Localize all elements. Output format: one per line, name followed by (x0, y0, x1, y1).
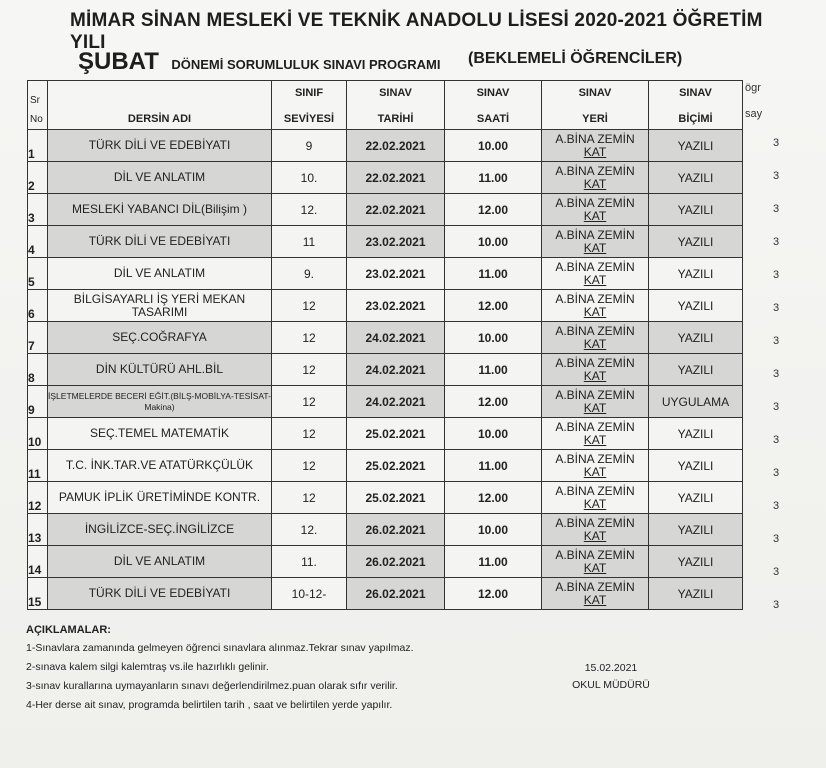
exam-type: YAZILI (649, 258, 743, 290)
exam-type: YAZILI (649, 450, 743, 482)
course-name: TÜRK DİLİ VE EDEBİYATI (48, 130, 272, 162)
exam-time: 12.00 (445, 578, 542, 610)
student-count: 3 (772, 467, 780, 479)
table-row (28, 162, 743, 194)
class-level: 12 (272, 418, 347, 450)
note-item: 3-sınav kurallarına uymayanların sınavı değerlendirilmez.puan olarak sıfır verilir. (26, 680, 398, 692)
exam-place-floor: KAT (583, 560, 607, 575)
exam-time: 10.00 (445, 130, 542, 162)
exam-place-floor: KAT (583, 176, 607, 191)
exam-date: 23.02.2021 (347, 290, 445, 322)
exam-date: 22.02.2021 (347, 130, 445, 162)
table-row (28, 290, 743, 322)
exam-place-floor: KAT (583, 304, 607, 319)
exam-time: 11.00 (445, 354, 542, 386)
exam-place-line: A.BİNA ZEMİN (555, 131, 635, 146)
row-number: 13 (28, 514, 48, 546)
row-number: 11 (28, 450, 48, 482)
exam-place (542, 578, 649, 610)
exam-place-floor: KAT (583, 336, 607, 351)
exam-type: YAZILI (649, 194, 743, 226)
exam-place (542, 482, 649, 514)
exam-place (542, 418, 649, 450)
class-level: 9. (272, 258, 347, 290)
exam-time: 12.00 (445, 482, 542, 514)
row-number: 12 (28, 482, 48, 514)
course-name: BİLGİSAYARLI İŞ YERİ MEKAN TASARIMI (48, 290, 272, 322)
exam-type: YAZILI (649, 546, 743, 578)
exam-place-line: A.BİNA ZEMİN (555, 227, 635, 242)
signature-block (556, 660, 666, 694)
table-row (28, 130, 743, 162)
row-number: 15 (28, 578, 48, 610)
signature-role: OKUL MÜDÜRÜ (572, 679, 650, 691)
exam-place-line: A.BİNA ZEMİN (555, 259, 635, 274)
exam-place-line: A.BİNA ZEMİN (555, 387, 635, 402)
exam-time: 12.00 (445, 194, 542, 226)
exam-date: 26.02.2021 (347, 546, 445, 578)
exam-time: 10.00 (445, 418, 542, 450)
row-number: 10 (28, 418, 48, 450)
exam-place-floor: KAT (583, 208, 607, 223)
exam-place (542, 162, 649, 194)
student-count: 3 (772, 500, 780, 512)
class-level: 10-12- (272, 578, 347, 610)
course-name: PAMUK İPLİK ÜRETİMİNDE KONTR. (48, 482, 272, 514)
exam-place (542, 226, 649, 258)
exam-date: 24.02.2021 (347, 322, 445, 354)
course-name: DİL VE ANLATIM (48, 162, 272, 194)
row-number: 2 (28, 162, 48, 194)
class-level: 9 (272, 130, 347, 162)
exam-place-floor: KAT (583, 592, 607, 607)
exam-type: YAZILI (649, 322, 743, 354)
table-row (28, 354, 743, 386)
header-sinif: SINIF SEVİYESİ (272, 81, 347, 130)
exam-type: YAZILI (649, 354, 743, 386)
course-name: TÜRK DİLİ VE EDEBİYATI (48, 578, 272, 610)
class-level: 12 (272, 482, 347, 514)
header-saat: SINAV SAATİ (445, 81, 542, 130)
student-count: 3 (772, 599, 780, 611)
exam-place (542, 546, 649, 578)
header-ogr: ögr (745, 82, 761, 94)
group-label: (BEKLEMELİ ÖĞRENCİLER) (468, 50, 683, 67)
table-row (28, 514, 743, 546)
exam-time: 10.00 (445, 226, 542, 258)
notes-section (26, 624, 546, 718)
exam-place-floor: KAT (583, 272, 607, 287)
signature-date: 15.02.2021 (584, 662, 638, 674)
exam-place-line: A.BİNA ZEMİN (555, 195, 635, 210)
exam-date: 26.02.2021 (347, 514, 445, 546)
student-count: 3 (772, 566, 780, 578)
class-level: 12 (272, 450, 347, 482)
student-count: 3 (772, 434, 780, 446)
student-count: 3 (772, 368, 780, 380)
course-name: DİN KÜLTÜRÜ AHL.BİL (48, 354, 272, 386)
exam-place-floor: KAT (583, 144, 607, 159)
exam-type: YAZILI (649, 418, 743, 450)
table-row (28, 418, 743, 450)
exam-place-line: A.BİNA ZEMİN (555, 323, 635, 338)
class-level: 12 (272, 322, 347, 354)
exam-place-line: A.BİNA ZEMİN (555, 547, 635, 562)
row-number: 14 (28, 546, 48, 578)
course-name: SEÇ.TEMEL MATEMATİK (48, 418, 272, 450)
class-level: 10. (272, 162, 347, 194)
header-say: say (745, 108, 763, 120)
exam-date: 24.02.2021 (347, 354, 445, 386)
table-row (28, 194, 743, 226)
table-row (28, 482, 743, 514)
table-header-row (28, 81, 743, 130)
student-count: 3 (772, 137, 780, 149)
exam-place (542, 450, 649, 482)
table-row (28, 450, 743, 482)
exam-place (542, 130, 649, 162)
exam-type: YAZILI (649, 226, 743, 258)
table-row (28, 226, 743, 258)
exam-type: YAZILI (649, 514, 743, 546)
exam-place-floor: KAT (583, 432, 607, 447)
course-name: T.C. İNK.TAR.VE ATATÜRKÇÜLÜK (48, 450, 272, 482)
student-count: 3 (772, 401, 780, 413)
exam-type: YAZILI (649, 130, 743, 162)
row-number: 8 (28, 354, 48, 386)
student-count: 3 (772, 236, 780, 248)
document-title: MİMAR SİNAN MESLEKİ VE TEKNİK ANADOLU LİSESİ 2020-2021 ÖĞRETİM YILI (70, 10, 763, 53)
student-count: 3 (772, 302, 780, 314)
exam-schedule-table (27, 80, 743, 610)
table-row (28, 546, 743, 578)
note-item: 2-sınava kalem silgi kalemtraş vs.ile hazırlıklı gelinir. (26, 661, 269, 673)
exam-place (542, 386, 649, 418)
exam-time: 10.00 (445, 322, 542, 354)
exam-type: YAZILI (649, 162, 743, 194)
row-number: 5 (28, 258, 48, 290)
exam-place (542, 354, 649, 386)
exam-type: YAZILI (649, 482, 743, 514)
exam-place-line: A.BİNA ZEMİN (555, 483, 635, 498)
student-count: 3 (772, 203, 780, 215)
student-count: 3 (772, 170, 780, 182)
student-count: 3 (772, 533, 780, 545)
exam-date: 26.02.2021 (347, 578, 445, 610)
header-yer: SINAV YERİ (542, 81, 649, 130)
exam-place-line: A.BİNA ZEMİN (555, 419, 635, 434)
header-ders: DERSİN ADI (48, 81, 272, 130)
exam-place-floor: KAT (583, 496, 607, 511)
document-subtitle (78, 48, 778, 78)
exam-date: 23.02.2021 (347, 258, 445, 290)
class-level: 11. (272, 546, 347, 578)
exam-place (542, 322, 649, 354)
exam-place-floor: KAT (583, 368, 607, 383)
table-row (28, 258, 743, 290)
row-number: 6 (28, 290, 48, 322)
course-name: DİL VE ANLATIM (48, 546, 272, 578)
header-sr-no: Sr No (28, 81, 48, 130)
class-level: 11 (272, 226, 347, 258)
class-level: 12 (272, 290, 347, 322)
exam-place (542, 514, 649, 546)
table-row (28, 386, 743, 418)
course-name: MESLEKİ YABANCI DİL(Bilişim ) (48, 194, 272, 226)
header-tarih: SINAV TARİHİ (347, 81, 445, 130)
exam-place-line: A.BİNA ZEMİN (555, 515, 635, 530)
exam-type: UYGULAMA (649, 386, 743, 418)
exam-place-floor: KAT (583, 464, 607, 479)
exam-time: 11.00 (445, 258, 542, 290)
exam-date: 23.02.2021 (347, 226, 445, 258)
exam-place-floor: KAT (583, 400, 607, 415)
exam-place-line: A.BİNA ZEMİN (555, 355, 635, 370)
exam-place-line: A.BİNA ZEMİN (555, 451, 635, 466)
exam-date: 25.02.2021 (347, 418, 445, 450)
exam-place-floor: KAT (583, 528, 607, 543)
row-number: 3 (28, 194, 48, 226)
student-count: 3 (772, 269, 780, 281)
exam-time: 11.00 (445, 546, 542, 578)
table-row (28, 578, 743, 610)
exam-date: 25.02.2021 (347, 450, 445, 482)
course-name: İŞLETMELERDE BECERİ EĞİT.(BİLŞ-MOBİLYA-TESİSAT-Makina) (48, 386, 272, 418)
exam-place-floor: KAT (583, 240, 607, 255)
row-number: 9 (28, 386, 48, 418)
notes-heading: AÇIKLAMALAR: (26, 624, 111, 636)
note-item: 4-Her derse ait sınav, programda belirtilen tarih , saat ve belirtilen yerde yapılır. (26, 699, 393, 711)
exam-type: YAZILI (649, 578, 743, 610)
exam-place-line: A.BİNA ZEMİN (555, 291, 635, 306)
exam-place (542, 258, 649, 290)
exam-date: 25.02.2021 (347, 482, 445, 514)
class-level: 12 (272, 354, 347, 386)
row-number: 7 (28, 322, 48, 354)
exam-place-line: A.BİNA ZEMİN (555, 163, 635, 178)
exam-place-line: A.BİNA ZEMİN (555, 579, 635, 594)
class-level: 12. (272, 514, 347, 546)
exam-place (542, 194, 649, 226)
exam-place (542, 290, 649, 322)
exam-time: 10.00 (445, 514, 542, 546)
course-name: TÜRK DİLİ VE EDEBİYATI (48, 226, 272, 258)
exam-time: 11.00 (445, 162, 542, 194)
exam-date: 24.02.2021 (347, 386, 445, 418)
class-level: 12 (272, 386, 347, 418)
exam-type: YAZILI (649, 290, 743, 322)
exam-time: 12.00 (445, 386, 542, 418)
table-body (28, 130, 743, 610)
exam-time: 11.00 (445, 450, 542, 482)
period-label: DÖNEMİ SORUMLULUK SINAVI PROGRAMI (171, 57, 441, 72)
class-level: 12. (272, 194, 347, 226)
exam-date: 22.02.2021 (347, 194, 445, 226)
row-number: 1 (28, 130, 48, 162)
note-item: 1-Sınavlara zamanında gelmeyen öğrenci sınavlara alınmaz.Tekrar sınav yapılmaz. (26, 642, 414, 654)
student-count: 3 (772, 335, 780, 347)
exam-date: 22.02.2021 (347, 162, 445, 194)
course-name: İNGİLİZCE-SEÇ.İNGİLİZCE (48, 514, 272, 546)
header-bicim: SINAV BİÇİMİ (649, 81, 743, 130)
table-row (28, 322, 743, 354)
course-name: SEÇ.COĞRAFYA (48, 322, 272, 354)
row-number: 4 (28, 226, 48, 258)
exam-time: 12.00 (445, 290, 542, 322)
course-name: DİL VE ANLATIM (48, 258, 272, 290)
month-label: ŞUBAT (78, 48, 159, 75)
